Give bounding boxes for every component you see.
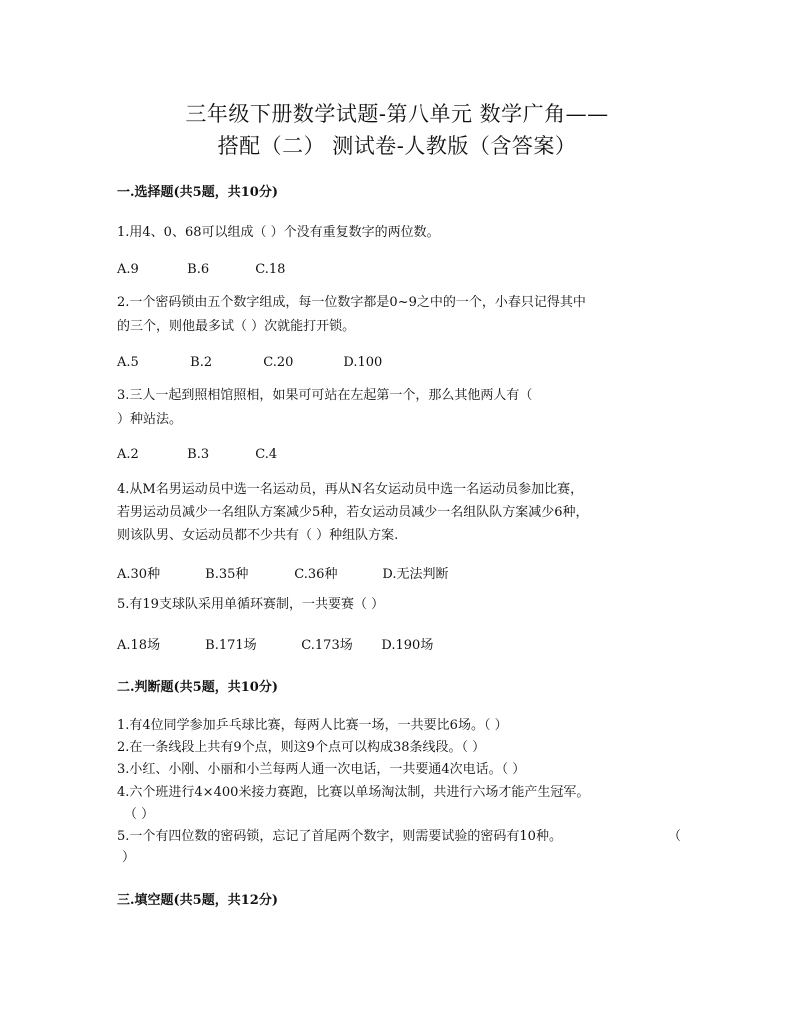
judgment-item-4: 4.六个班进行4×400米接力赛跑，比赛以单场淘汰制，共进行六场才能产生冠军。 — [117, 785, 590, 800]
judgment-item-1: 1.有4位同学参加乒乓球比赛，每两人比赛一场，一共要比6场。（ ） — [117, 718, 508, 733]
option: C.36种 — [294, 567, 338, 582]
choice-question-4-line-3: 则该队男、女运动员都不少共有（ ）种组队方案. — [117, 528, 399, 543]
section-heading-choice: 一.选择题(共5题，共10分) — [117, 185, 278, 200]
section-heading-judgment: 二.判断题(共5题，共10分) — [117, 680, 278, 695]
choice-question-4-line-2: 若男运动员减少一名组队方案减少5种，若女运动员减少一名组队队方案减少6种， — [117, 505, 589, 520]
option: A.9 — [117, 262, 139, 277]
choice-question-1-options — [117, 262, 285, 277]
option: C.173场 — [301, 638, 353, 653]
option: D.190场 — [381, 638, 434, 653]
judgment-item-3: 3.小红、小刚、小丽和小兰每两人通一次电话，一共要通4次电话。（ ） — [117, 762, 526, 777]
choice-question-5-options — [117, 634, 433, 653]
option: B.6 — [187, 262, 210, 277]
choice-question-2-line-1: 2.一个密码锁由五个数字组成，每一位数字都是0~9之中的一个，小春只记得其中 — [117, 295, 586, 310]
choice-question-3-line-1: 3.三人一起到照相馆照相，如果可可站在左起第一个，那么其他两人有（ — [117, 388, 533, 403]
option: A.18场 — [117, 638, 161, 653]
document-title-line-2: 搭配（二） 测试卷-人教版（含答案） — [217, 134, 577, 158]
choice-question-2-options — [117, 355, 382, 370]
option: A.30种 — [117, 567, 161, 582]
option: A.2 — [117, 447, 139, 462]
option: B.171场 — [205, 638, 257, 653]
option: B.3 — [187, 447, 210, 462]
judgment-item-2: 2.在一条线段上共有9个点，则这9个点可以构成38条线段。（ ） — [117, 740, 486, 755]
judgment-item-5: 5.一个有四位数的密码锁，忘记了首尾两个数字，则需要试验的密码有10种。 — [117, 829, 562, 844]
option: C.18 — [255, 262, 286, 277]
section-heading-fill-in: 三.填空题(共5题，共12分) — [117, 893, 278, 908]
choice-question-3-line-2: ）种站法。 — [117, 412, 183, 427]
choice-question-4-line-1: 4.从M名男运动员中选一名运动员，再从N名女运动员中选一名运动员参加比赛， — [117, 482, 584, 497]
option: C.4 — [255, 447, 278, 462]
option: C.20 — [263, 355, 294, 370]
document-title-line-1: 三年级下册数学试题-第八单元 数学广角—— — [185, 102, 609, 126]
option: B.2 — [190, 355, 213, 370]
choice-question-4-options — [117, 563, 449, 582]
option: D.无法判断 — [382, 567, 449, 582]
judgment-item-4-paren: （ ） — [124, 807, 155, 822]
option: B.35种 — [205, 567, 249, 582]
choice-question-1-line-1: 1.用4、0、68可以组成（ ）个没有重复数字的两位数。 — [117, 225, 440, 240]
judgment-item-5-close-paren: ） — [122, 850, 136, 865]
judgment-item-5-open-paren: （ — [668, 829, 682, 844]
option: A.5 — [117, 355, 139, 370]
choice-question-3-options — [117, 447, 277, 462]
choice-question-2-line-2: 的三个，则他最多试（ ）次就能打开锁。 — [117, 319, 356, 334]
option: D.100 — [343, 355, 383, 370]
choice-question-5-line-1: 5.有19支球队采用单循环赛制，一共要赛（ ） — [117, 597, 385, 612]
